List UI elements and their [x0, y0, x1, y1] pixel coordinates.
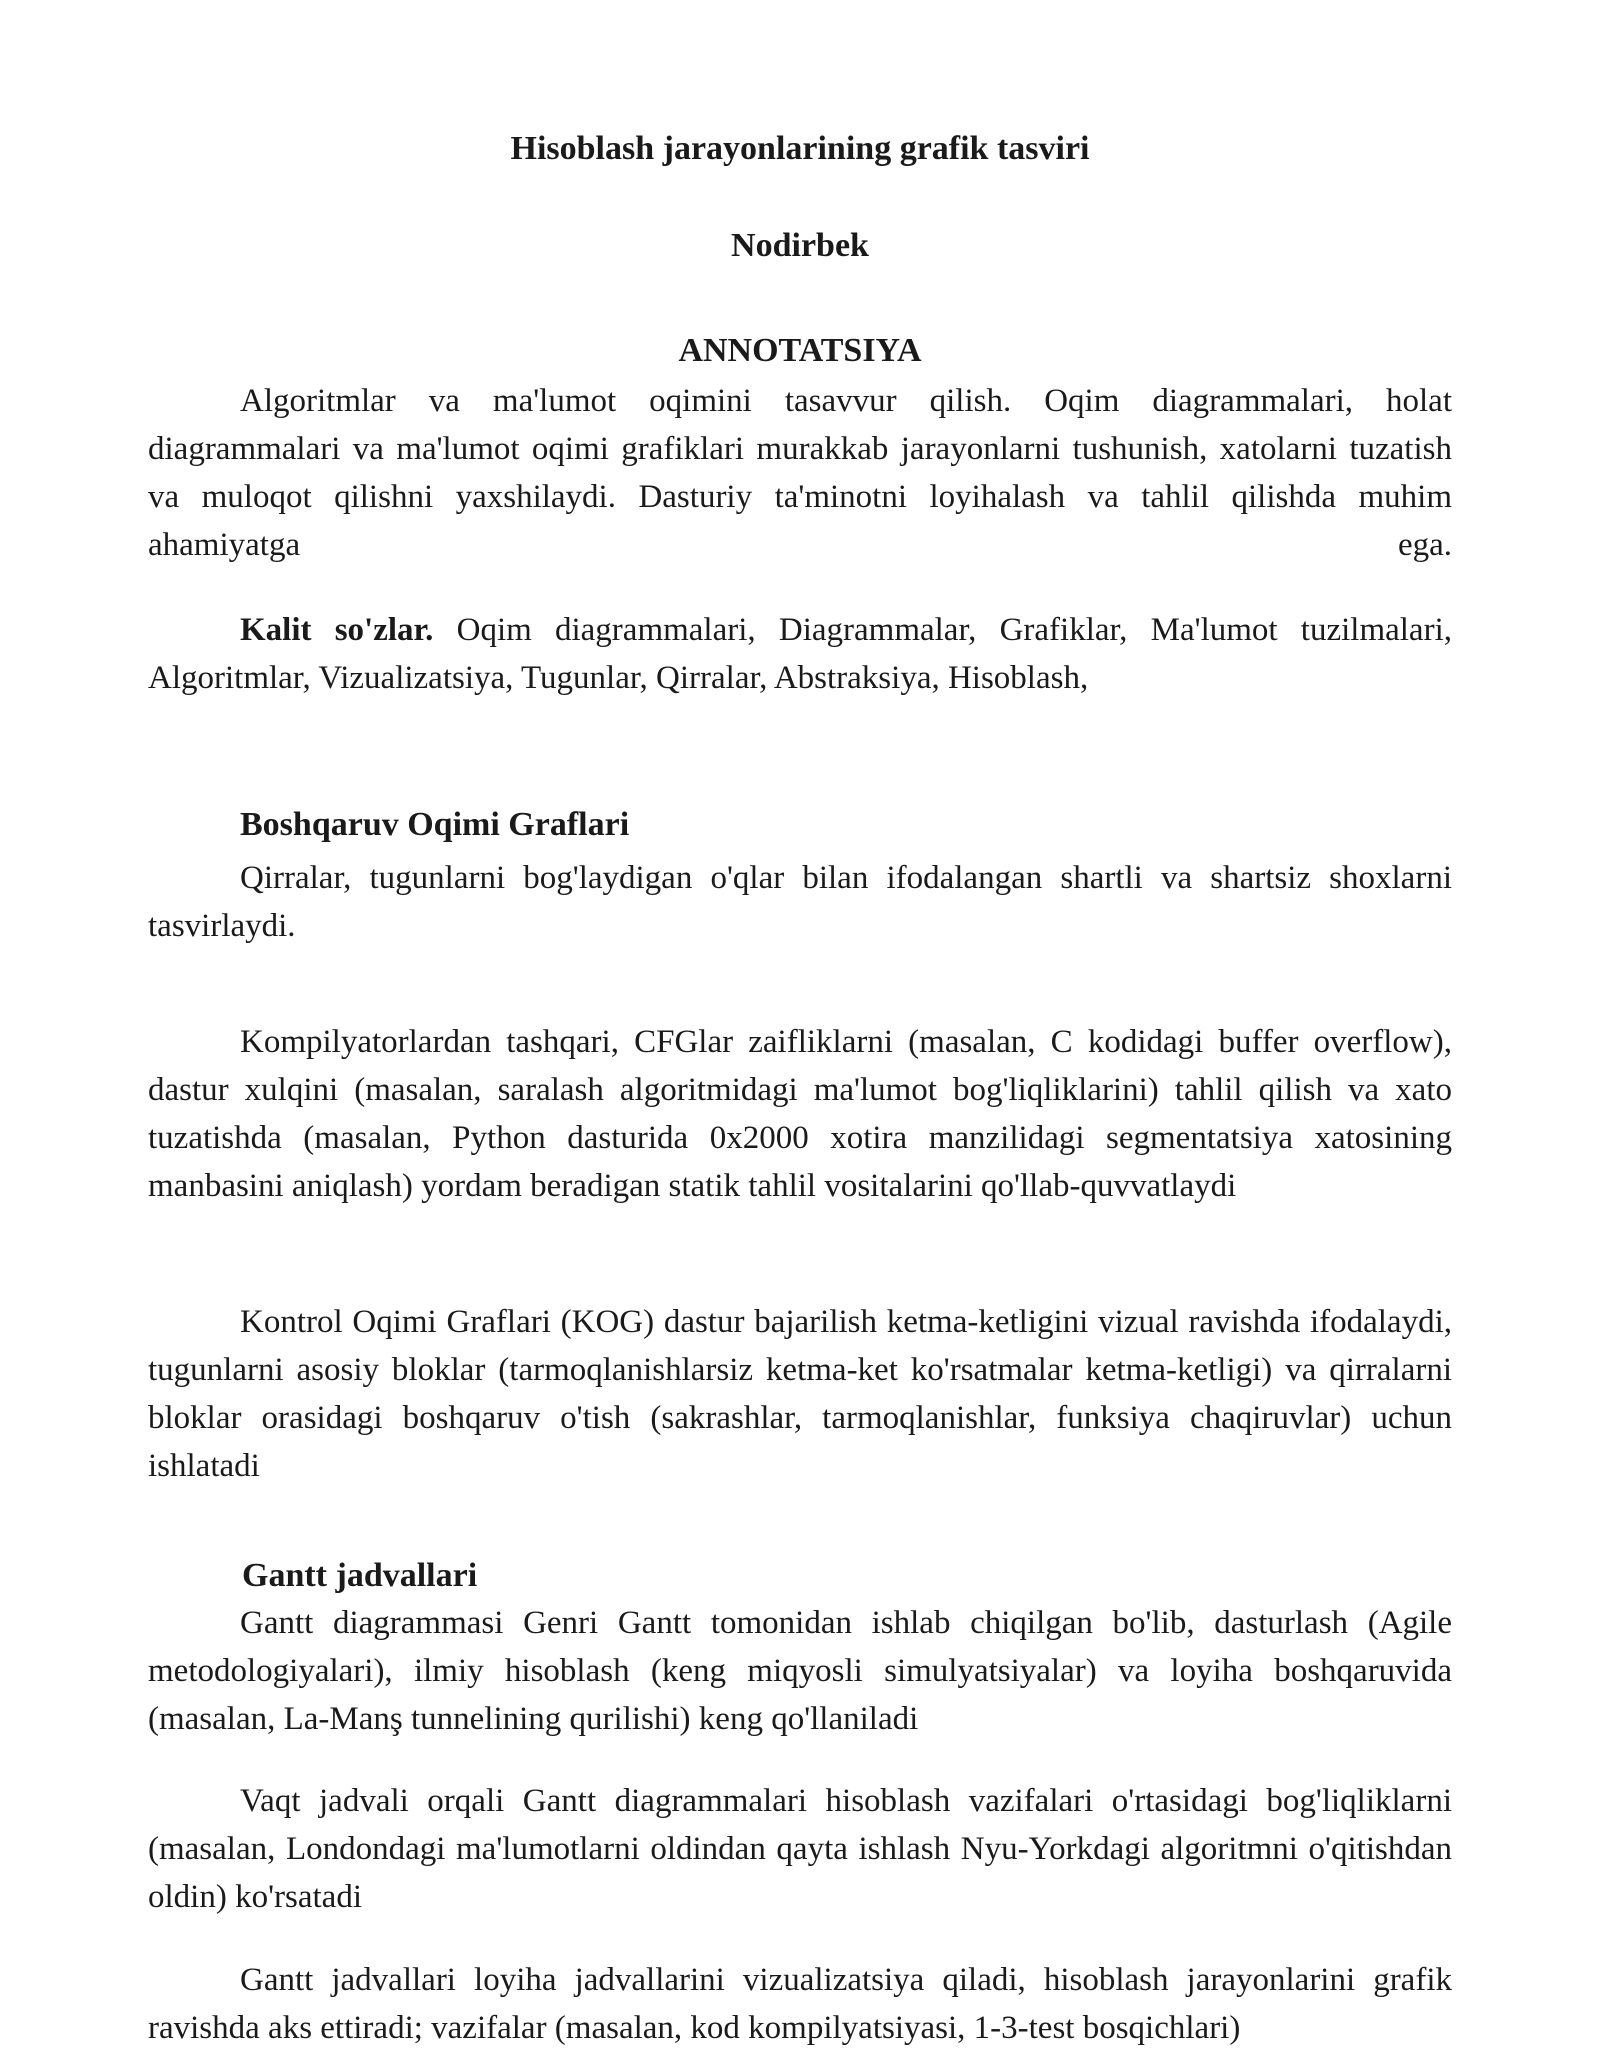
section1-paragraph-1: Qirralar, tugunlarni bog'laydigan o'qlar bilan ifodalangan shartli va shartsiz shoxlarni tasvirlaydi.	[148, 860, 1452, 944]
keywords-list: Oqim diagrammalari, Diagrammalar, Grafiklar, Ma'lumot tuzilmalari, Algoritmlar, Vizualizatsiya, Tugunlar, Qirralar, Abstraksiya, Hisoblash,	[148, 612, 1452, 696]
section-heading-control-flow: Boshqaruv Oqimi Graflari	[240, 806, 630, 843]
section2-paragraph-1: Gantt diagrammasi Genri Gantt tomonidan ishlab chiqilgan bo'lib, dasturlash (Agile metodologiyalari), ilmiy hisoblash (keng miqyosli simulyatsiyalar) va loyiha boshqaruvida (masalan, La-Manş tunnelining qurilishi) keng qo'llaniladi	[148, 1605, 1452, 1737]
section2-paragraph-3: Gantt jadvallari loyiha jadvallarini vizualizatsiya qiladi, hisoblash jarayonlarini grafik ravishda aks ettiradi; vazifalar (masalan, kod kompilyatsiyasi, 1-3-test bosqichlari)	[148, 1962, 1452, 2046]
section1-paragraph-3: Kontrol Oqimi Graflari (KOG) dastur bajarilish ketma-ketligini vizual ravishda ifodalaydi, tugunlarni asosiy bloklar (tarmoqlanishlarsiz ketma-ket ko'rsatmalar ketma-ketligi) va qirralarni bloklar orasidagi boshqaruv o'tish (sakrashlar, tarmoqlanishlar, funksiya chaqiruvlar) uchun ishlatadi	[148, 1304, 1452, 1484]
document-title: Hisoblash jarayonlarining grafik tasviri	[510, 130, 1090, 167]
keywords-label: Kalit so'zlar.	[240, 612, 434, 648]
author-name: Nodirbek	[731, 227, 869, 264]
annotation-paragraph: Algoritmlar va ma'lumot oqimini tasavvur qilish. Oqim diagrammalari, holat diagrammalari va ma'lumot oqimi grafiklari murakkab jarayonlarni tushunish, xatolarni tuzatish va muloqot qilishni yaxshilaydi. Dasturiy ta'minotni loyihalash va tahlil qilishda muhim ahamiyatga ega.	[148, 383, 1452, 563]
annotation-heading: ANNOTATSIYA	[678, 332, 922, 369]
section-heading-gantt: Gantt jadvallari	[242, 1557, 478, 1594]
section1-paragraph-2: Kompilyatorlardan tashqari, CFGlar zaifliklarni (masalan, C kodidagi buffer overflow), dastur xulqini (masalan, saralash algoritmidagi ma'lumot bog'liqliklarini) tahlil qilish va xato tuzatishda (masalan, Python dasturida 0x2000 xotira manzilidagi segmentatsiya xatosining manbasini aniqlash) yordam beradigan statik tahlil vositalarini qo'llab-quvvatlaydi	[148, 1024, 1452, 1204]
keywords-paragraph	[148, 606, 1452, 702]
section2-paragraph-2: Vaqt jadvali orqali Gantt diagrammalari hisoblash vazifalari o'rtasidagi bog'liqliklarni (masalan, Londondagi ma'lumotlarni oldindan qayta ishlash Nyu-Yorkdagi algoritmni o'qitishdan oldin) ko'rsatadi	[148, 1783, 1452, 1915]
